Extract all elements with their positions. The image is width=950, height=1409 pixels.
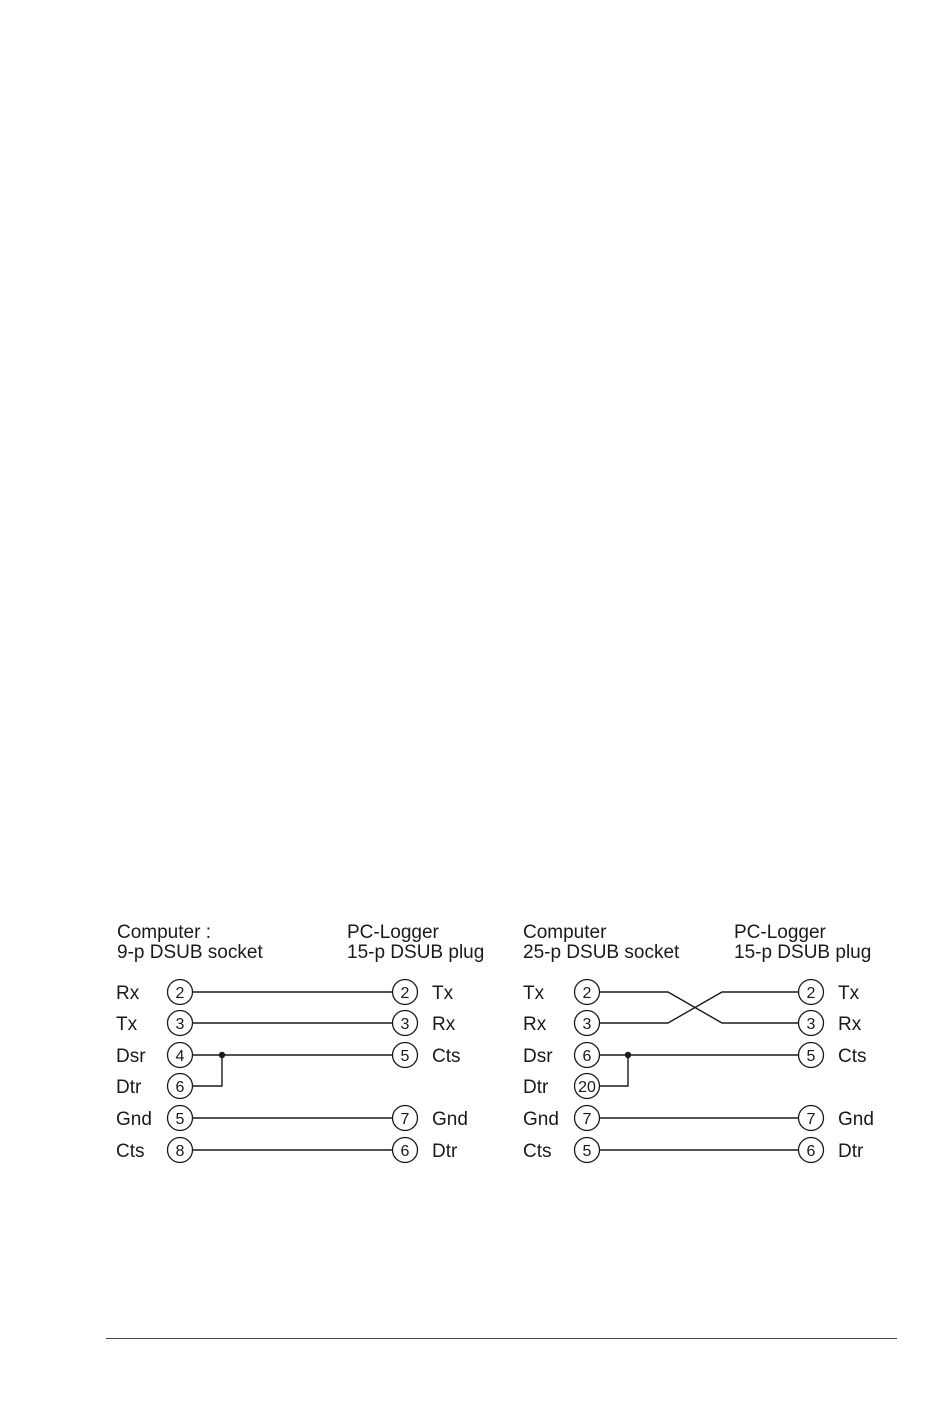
pin-number: 6 bbox=[175, 1079, 185, 1096]
signal-label-gnd: Gnd bbox=[116, 1109, 152, 1130]
signal-label-cts: Cts bbox=[116, 1141, 145, 1162]
signal-label-dtr: Dtr bbox=[116, 1077, 142, 1098]
signal-label-rx: Rx bbox=[116, 983, 140, 1004]
logger-header-line: PC-Logger bbox=[734, 922, 826, 943]
signal-label-rx: Rx bbox=[838, 1014, 862, 1035]
signal-label-dtr: Dtr bbox=[838, 1141, 864, 1162]
signal-label-gnd: Gnd bbox=[838, 1109, 874, 1130]
logger-header-line: 15-p DSUB plug bbox=[347, 942, 485, 963]
signal-label-rx: Rx bbox=[523, 1014, 547, 1035]
computer-header-line: 9-p DSUB socket bbox=[117, 942, 263, 963]
pin-number: 5 bbox=[400, 1048, 410, 1065]
pin-number: 3 bbox=[582, 1016, 592, 1033]
pin-number: 2 bbox=[175, 985, 185, 1002]
pin-number: 5 bbox=[806, 1048, 816, 1065]
junction-dot bbox=[625, 1052, 631, 1058]
pin-number: 2 bbox=[806, 985, 816, 1002]
signal-label-gnd: Gnd bbox=[523, 1109, 559, 1130]
signal-label-tx: Tx bbox=[838, 983, 860, 1004]
loopback-wire bbox=[600, 1055, 629, 1086]
pin-number: 20 bbox=[578, 1079, 596, 1096]
crossed-wire bbox=[600, 992, 799, 1023]
pin-number: 6 bbox=[806, 1143, 816, 1160]
signal-label-tx: Tx bbox=[432, 983, 454, 1004]
pin-number: 5 bbox=[582, 1143, 592, 1160]
wiring-diagram-2 bbox=[523, 922, 874, 1163]
pin-number: 6 bbox=[582, 1048, 592, 1065]
signal-label-cts: Cts bbox=[523, 1141, 552, 1162]
signal-label-dtr: Dtr bbox=[523, 1077, 549, 1098]
signal-label-dtr: Dtr bbox=[432, 1141, 458, 1162]
pin-number: 3 bbox=[175, 1016, 185, 1033]
pin-number: 3 bbox=[400, 1016, 410, 1033]
signal-label-tx: Tx bbox=[116, 1014, 138, 1035]
pin-number: 5 bbox=[175, 1111, 185, 1128]
pin-number: 7 bbox=[400, 1111, 410, 1128]
signal-label-cts: Cts bbox=[838, 1046, 867, 1067]
pin-number: 2 bbox=[400, 985, 410, 1002]
wiring-diagram-1 bbox=[116, 922, 484, 1163]
junction-dot bbox=[219, 1052, 225, 1058]
pin-number: 7 bbox=[806, 1111, 816, 1128]
pin-number: 4 bbox=[175, 1048, 185, 1065]
computer-header-line: Computer bbox=[523, 922, 607, 943]
pin-number: 6 bbox=[400, 1143, 410, 1160]
signal-label-cts: Cts bbox=[432, 1046, 461, 1067]
logger-header-line: PC-Logger bbox=[347, 922, 439, 943]
loopback-wire bbox=[193, 1055, 223, 1086]
logger-header-line: 15-p DSUB plug bbox=[734, 942, 872, 963]
pin-number: 2 bbox=[582, 985, 592, 1002]
pin-number: 8 bbox=[175, 1143, 185, 1160]
signal-label-gnd: Gnd bbox=[432, 1109, 468, 1130]
pin-number: 3 bbox=[806, 1016, 816, 1033]
signal-label-tx: Tx bbox=[523, 983, 545, 1004]
pin-number: 7 bbox=[582, 1111, 592, 1128]
computer-header-line: 25-p DSUB socket bbox=[523, 942, 680, 963]
signal-label-dsr: Dsr bbox=[523, 1046, 553, 1067]
signal-label-dsr: Dsr bbox=[116, 1046, 146, 1067]
signal-label-rx: Rx bbox=[432, 1014, 456, 1035]
computer-header-line: Computer : bbox=[117, 922, 211, 943]
footer-rule bbox=[106, 1338, 897, 1339]
crossed-wire bbox=[600, 992, 799, 1023]
